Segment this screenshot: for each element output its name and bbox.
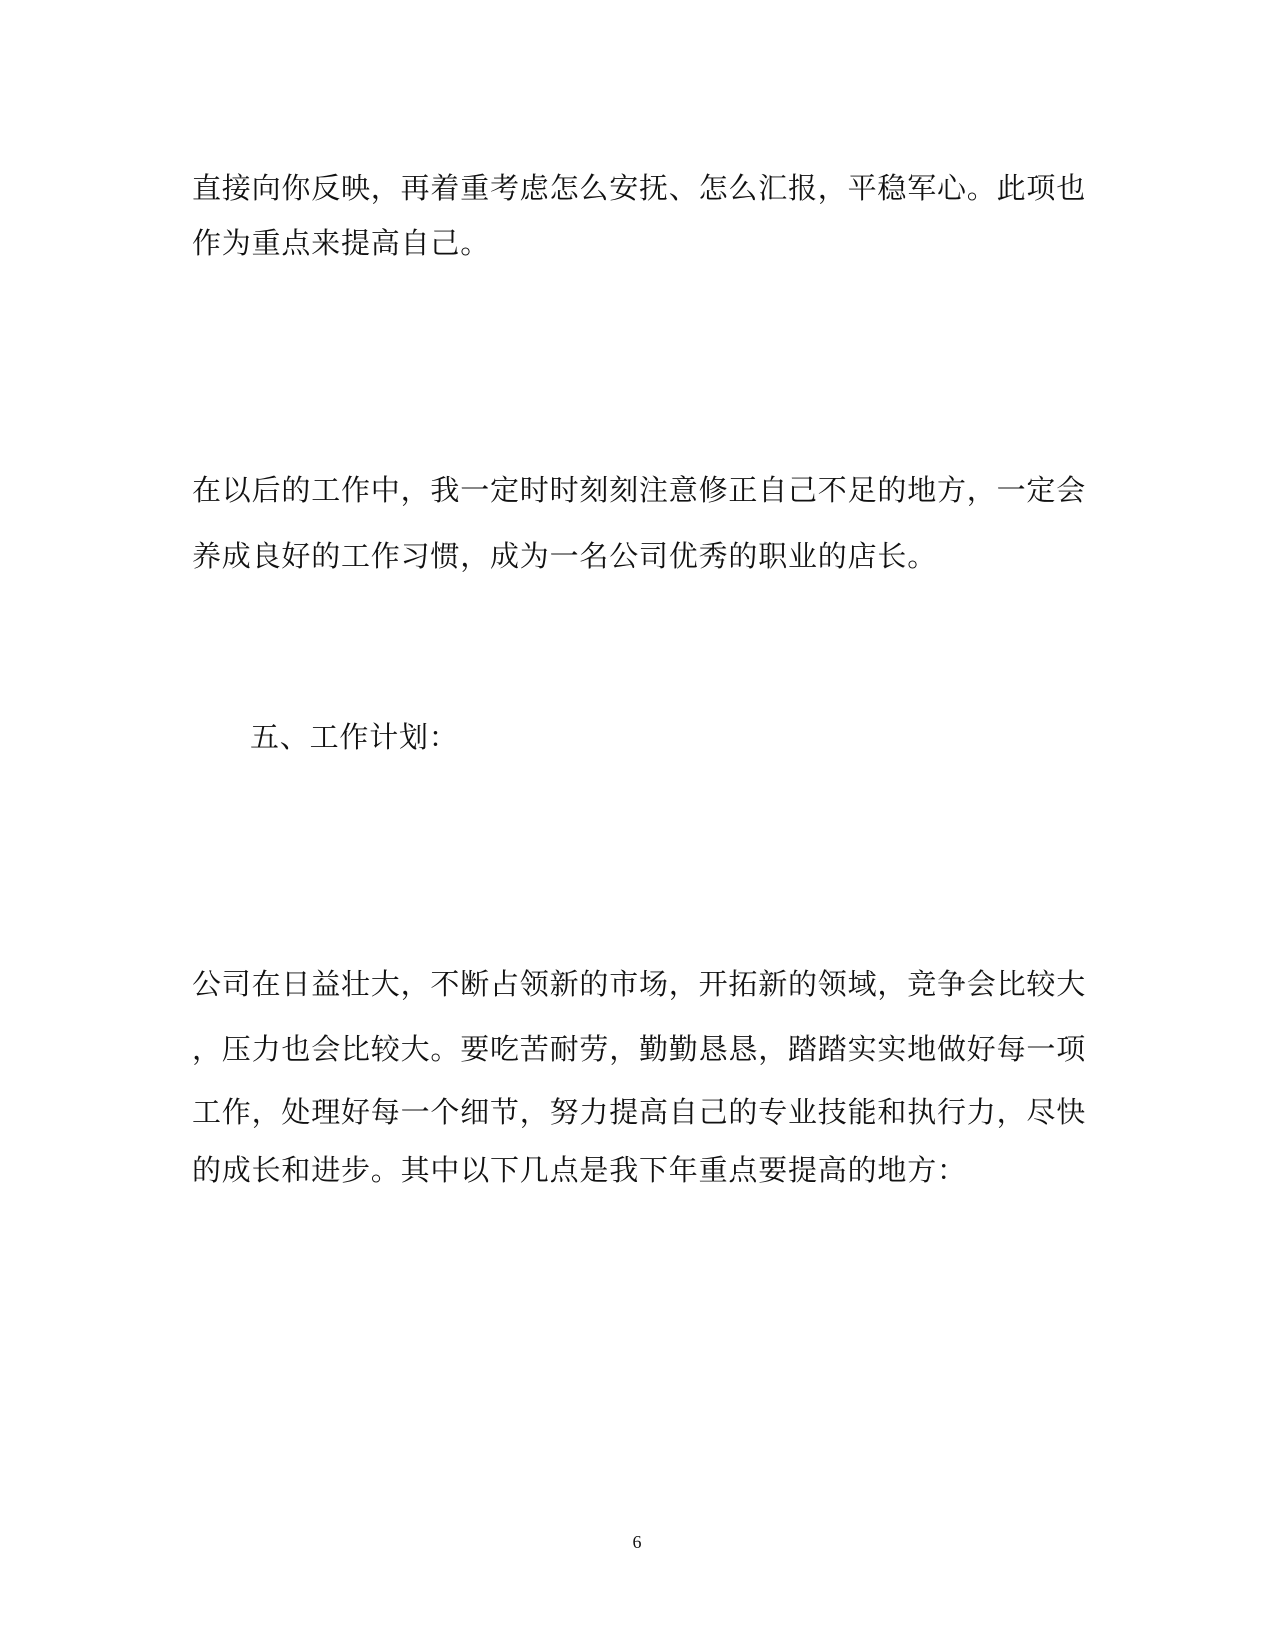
- paragraph-2-line-2: 养成良好的工作习惯，成为一名公司优秀的职业的店长。: [192, 539, 938, 573]
- paragraph-3-line-1: 公司在日益壮大，不断占领新的市场，开拓新的领域，竞争会比较大: [192, 967, 1087, 1001]
- paragraph-1-line-2: 作为重点来提高自己。: [192, 226, 491, 260]
- paragraph-3-line-2: ，压力也会比较大。要吃苦耐劳，勤勤恳恳，踏踏实实地做好每一项: [192, 1032, 1087, 1066]
- page-number: 6: [632, 1532, 642, 1552]
- paragraph-3-line-3: 工作，处理好每一个细节，努力提高自己的专业技能和执行力，尽快: [192, 1095, 1087, 1129]
- paragraph-2-line-1: 在以后的工作中，我一定时时刻刻注意修正自己不足的地方，一定会: [192, 473, 1087, 507]
- paragraph-3-line-4: 的成长和进步。其中以下几点是我下年重点要提高的地方：: [192, 1153, 967, 1187]
- section-heading: 五、工作计划：: [250, 720, 459, 754]
- paragraph-1-line-1: 直接向你反映，再着重考虑怎么安抚、怎么汇报，平稳军心。此项也: [192, 171, 1087, 205]
